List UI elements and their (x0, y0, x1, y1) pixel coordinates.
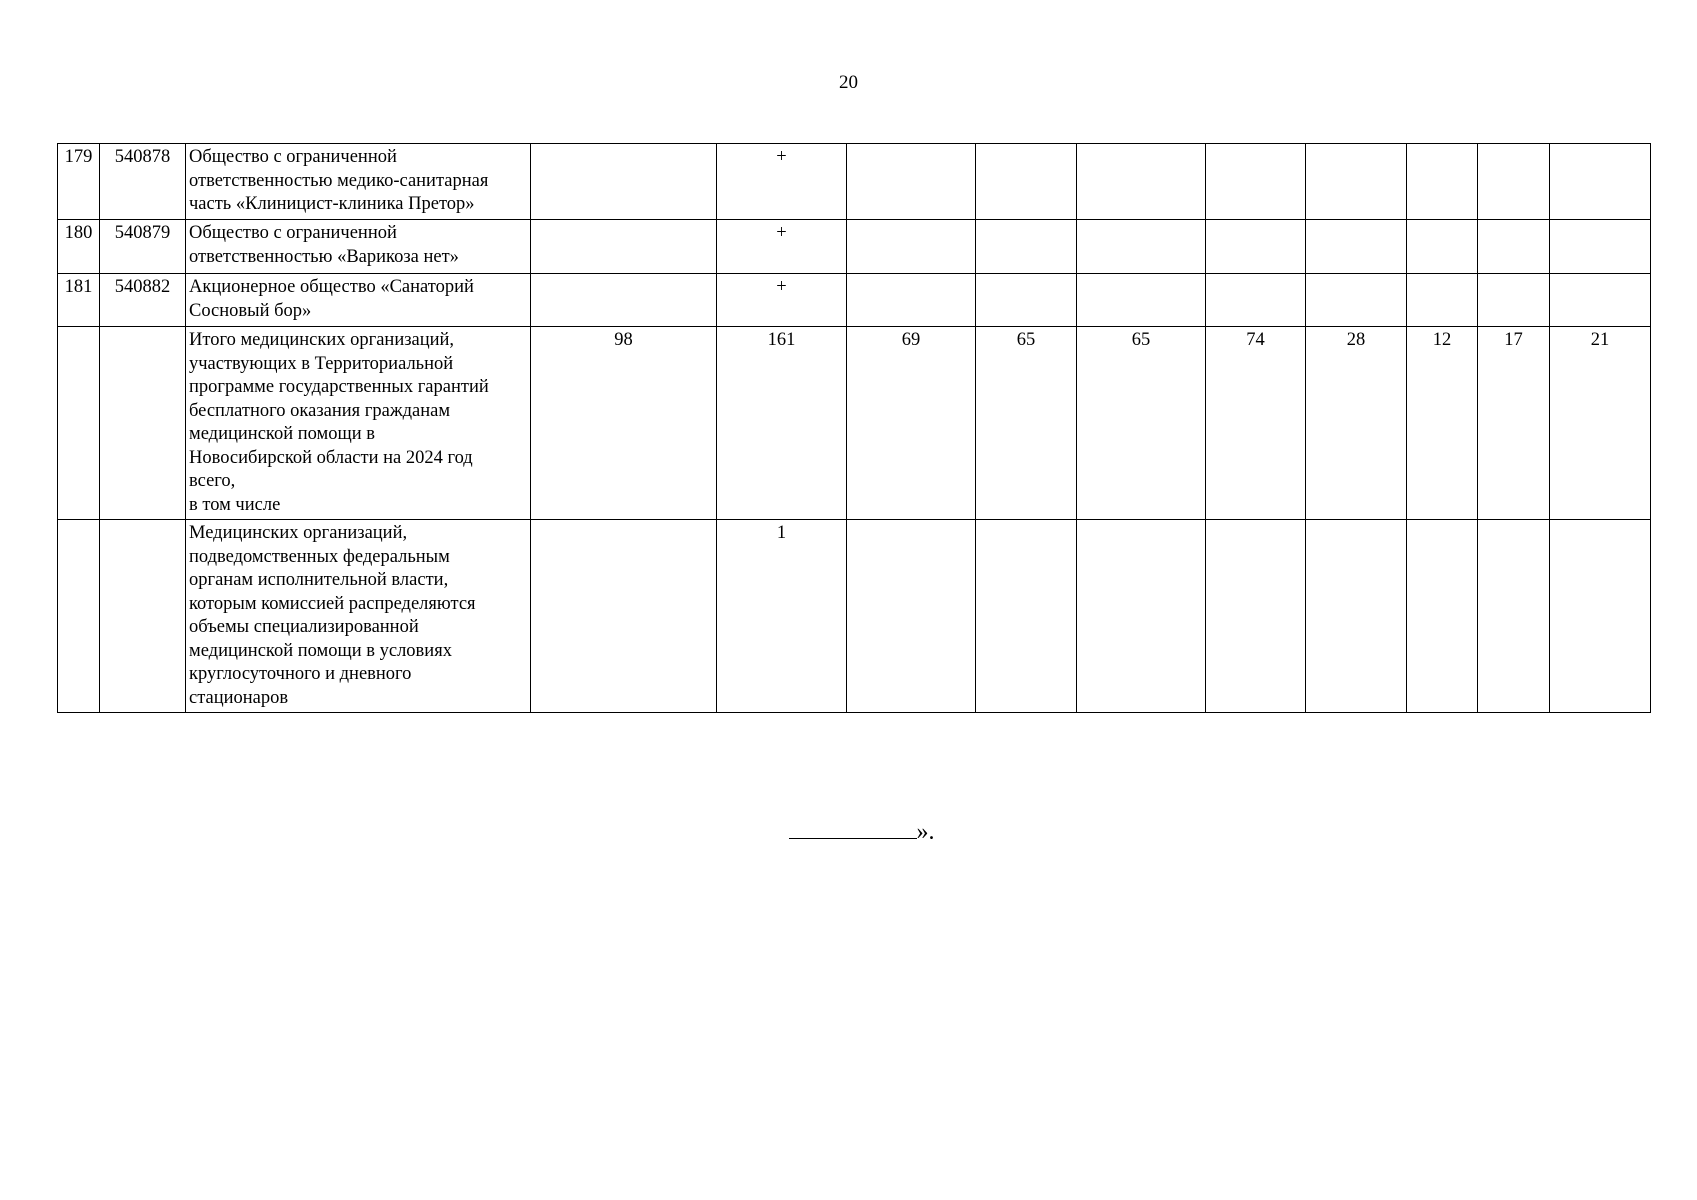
total-label-line: медицинской помощи в (189, 424, 375, 444)
total-label-line: Итого медицинских организаций, (189, 330, 455, 350)
federal-label-line: органам исполнительной власти, (189, 570, 449, 590)
total-value: 65 (976, 327, 1077, 520)
table-cell: + (717, 144, 847, 220)
table-cell (531, 144, 717, 220)
table-cell (1306, 144, 1407, 220)
registry-code: 540879 (100, 220, 186, 274)
row-number: 180 (58, 220, 100, 274)
federal-label-line: медицинской помощи в условиях (189, 640, 452, 661)
organization-name: Акционерное общество «Санаторий Сосновый бор» (186, 274, 531, 327)
table-cell: + (717, 274, 847, 327)
table-cell: + (717, 220, 847, 274)
table-cell (531, 274, 717, 327)
table-cell (1478, 144, 1550, 220)
federal-label-line: стационаров (189, 687, 289, 708)
table-row-federal (58, 520, 1651, 713)
total-label-line: участвующих в Территориальной (189, 353, 454, 374)
table-cell (976, 520, 1077, 713)
total-value: 74 (1206, 327, 1306, 520)
table-row-total (58, 327, 1651, 520)
closing-mark-wrapper (763, 815, 935, 847)
total-label-line: Новосибирской области на 2024 год (189, 447, 473, 468)
table-cell (1206, 144, 1306, 220)
table-cell (1478, 520, 1550, 713)
page-number: 20 (839, 72, 858, 93)
table-cell (531, 520, 717, 713)
table-row (58, 144, 1651, 220)
total-value: 17 (1478, 327, 1550, 520)
table-row (58, 274, 1651, 327)
table-cell (1077, 220, 1206, 274)
federal-label-line: подведомственных федеральным (189, 546, 450, 567)
table-cell (1407, 520, 1478, 713)
table-row (58, 220, 1651, 274)
table-cell (976, 220, 1077, 274)
table-cell (1306, 274, 1407, 327)
organization-name: Общество с ограниченной ответственностью «Варикоза нет» (186, 220, 531, 274)
table-cell (1407, 220, 1478, 274)
table-cell (976, 274, 1077, 327)
total-label-line: программе государственных гарантий (189, 377, 489, 397)
table-cell (1306, 520, 1407, 713)
organizations-table (57, 143, 1651, 713)
total-value: 161 (717, 327, 847, 520)
row-number: 181 (58, 274, 100, 327)
federal-label (186, 520, 531, 713)
table-cell (1478, 274, 1550, 327)
total-value: 98 (531, 327, 717, 520)
table-cell (1077, 274, 1206, 327)
table-cell (1478, 220, 1550, 274)
total-value: 65 (1077, 327, 1206, 520)
closing-quote: ». (916, 819, 935, 845)
federal-label-line: круглосуточного и дневного (189, 664, 412, 684)
table-cell (531, 220, 717, 274)
total-label-line: в том числе (189, 494, 281, 515)
table-cell (1077, 144, 1206, 220)
organization-name: Общество с ограниченной ответственностью медико-санитарная часть «Клиницист-клиника Претор» (186, 144, 531, 220)
row-number (58, 520, 100, 713)
closing-mark-block (0, 815, 1697, 847)
table-cell: 1 (717, 520, 847, 713)
registry-code (100, 327, 186, 520)
total-label-line: всего, (189, 471, 236, 491)
table-cell (847, 220, 976, 274)
registry-code (100, 520, 186, 713)
table-cell (1550, 144, 1651, 220)
table-cell (1550, 220, 1651, 274)
registry-code: 540878 (100, 144, 186, 220)
table-cell (1407, 144, 1478, 220)
table-cell (1206, 520, 1306, 713)
closing-underline (789, 815, 917, 839)
table-cell (1206, 220, 1306, 274)
federal-label-line: которым комиссией распределяются (189, 593, 476, 614)
table-cell (847, 520, 976, 713)
total-value: 28 (1306, 327, 1407, 520)
total-value: 69 (847, 327, 976, 520)
table-cell (1407, 274, 1478, 327)
table-cell (1306, 220, 1407, 274)
registry-code: 540882 (100, 274, 186, 327)
total-value: 21 (1550, 327, 1651, 520)
table-cell (847, 144, 976, 220)
table-cell (847, 274, 976, 327)
row-number: 179 (58, 144, 100, 220)
total-label (186, 327, 531, 520)
total-label-line: бесплатного оказания гражданам (189, 400, 451, 421)
federal-label-line: объемы специализированной (189, 617, 419, 637)
table-cell (1550, 274, 1651, 327)
table-cell (1206, 274, 1306, 327)
total-value: 12 (1407, 327, 1478, 520)
table-cell (1550, 520, 1651, 713)
row-number (58, 327, 100, 520)
table-cell (1077, 520, 1206, 713)
table-cell (976, 144, 1077, 220)
federal-label-line: Медицинских организаций, (189, 523, 408, 543)
